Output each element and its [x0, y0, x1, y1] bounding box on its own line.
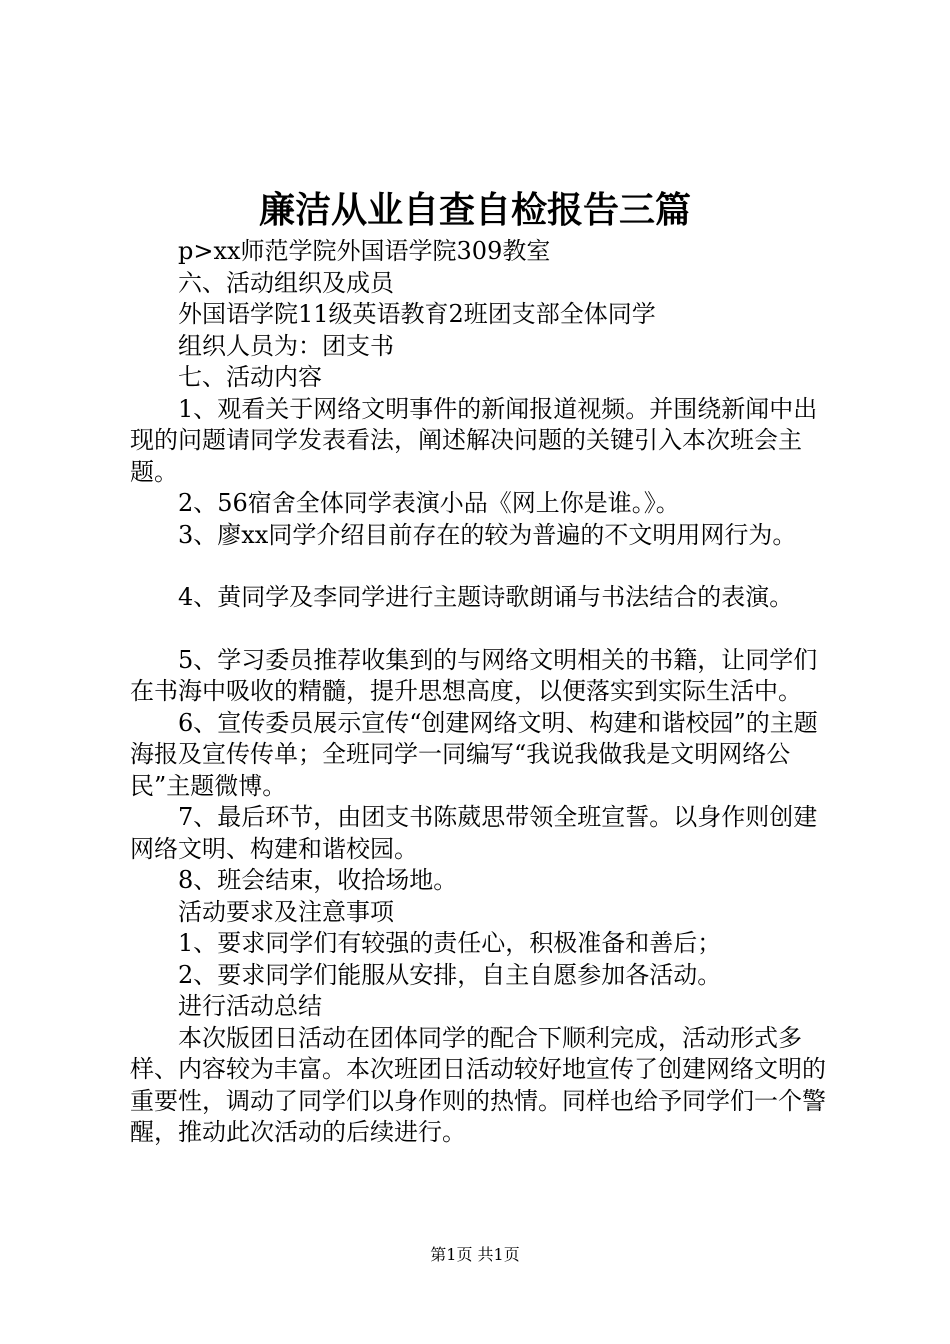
heading-summary: 进行活动总结	[178, 992, 322, 1020]
paragraph-item-7: 7、最后环节，由团支书陈葳思带领全班宣誓。以身作则创建网络文明、构建和谐校园。	[130, 803, 818, 863]
heading-organization: 六、活动组织及成员	[178, 268, 394, 297]
paragraph-requirement-1: 1、要求同学们有较强的责任心，积极准备和善后；	[178, 929, 722, 957]
page-number-footer: 第1页 共1页	[430, 1245, 520, 1264]
paragraph-item-3: 3、廖xx同学介绍目前存在的较为普遍的不文明用网行为。	[178, 520, 797, 549]
paragraph-item-5: 5、学习委员推荐收集到的与网络文明相关的书籍，让同学们在书海中吸收的精髓，提升思想高度，以便落实到实际生活中。	[130, 645, 818, 705]
document-body	[130, 236, 830, 1149]
heading-content: 七、活动内容	[178, 363, 322, 391]
paragraph-item-2: 2、56宿舍全体同学表演小品《网上你是谁。》。	[178, 489, 680, 517]
paragraph-organizer: 组织人员为：团支书	[178, 331, 394, 360]
paragraph-item-8: 8、班会结束，收拾场地。	[178, 866, 458, 894]
paragraph-summary: 本次版团日活动在团体同学的配合下顺利完成，活动形式多样、内容较为丰富。本次班团日活动较好地宣传了创建网络文明的重要性，调动了同学们以身作则的热情。同样也给予同学们一个警醒，推动此次活动的后续进行。	[130, 1023, 826, 1146]
paragraph-item-4: 4、黄同学及李同学进行主题诗歌朗诵与书法结合的表演。	[178, 583, 794, 611]
paragraph-location: p>xx师范学院外国语学院309教室	[178, 237, 551, 265]
paragraph-item-6: 6、宣传委员展示宣传“创建网络文明、构建和谐校园”的主题海报及宣传传单；全班同学一同编写“我说我做我是文明网络公民”主题微博。	[130, 708, 818, 800]
document-title: 廉洁从业自查自检报告三篇	[258, 189, 691, 231]
paragraph-requirement-2: 2、要求同学们能服从安排，自主自愿参加各活动。	[178, 960, 722, 989]
paragraph-members: 外国语学院11级英语教育2班团支部全体同学	[178, 300, 656, 328]
heading-requirements: 活动要求及注意事项	[178, 897, 394, 926]
paragraph-item-1: 1、观看关于网络文明事件的新闻报道视频。并围绕新闻中出现的问题请同学发表看法，阐述解决问题的关键引入本次班会主题。	[130, 394, 818, 486]
